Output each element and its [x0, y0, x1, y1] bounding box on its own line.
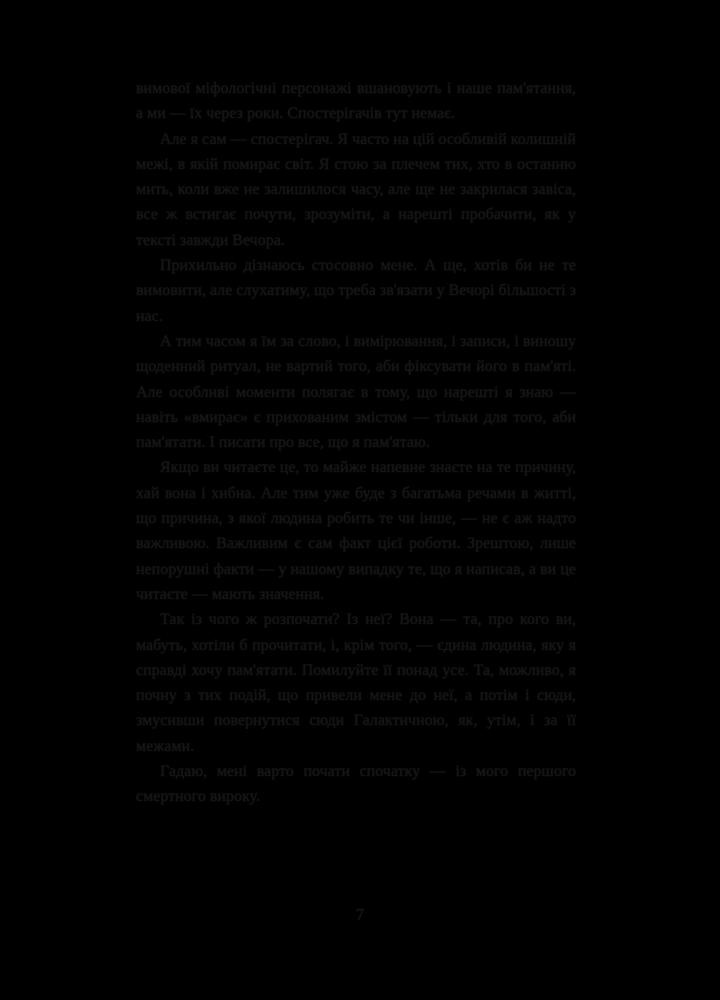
- paragraph: Але я сам — спостерігач. Я часто на цій особливій колишній межі, в якій помирає світ. Я стою за плечем тих, хто в останню мить, коли вже не залишилося часу, але ще не закрилася завіса, все ж встигає почути, зрозуміти, а нарешті пробачити, як у тексті завжди Вечора.: [136, 130, 576, 249]
- body-text: [136, 76, 576, 810]
- paragraph: Так із чого ж розпочати? Із неї? Вона — та, про кого ви, мабуть, хотіли б прочитати, і, крім того, — єдина людина, яку я справді хочу пам'ятати. Помилуйте її понад усе. Та, можливо, я почну з тих подій, що привели мене до неї, а потім і сюди, змусивши повернутися сюди Галактичною, як, утім, і за її межами.: [136, 611, 576, 755]
- page-number: 7: [355, 905, 365, 924]
- paragraph: Гадаю, мені варто почати спочатку — із мого першого смертного вироку.: [136, 763, 576, 806]
- paragraph-continuation: вимової міфологічні персонажі вшановують і наше пам'ятання, а ми — їх через роки. Спостерігачів тут немає.: [136, 80, 576, 123]
- paragraph: А тим часом я їм за слово, і вимірювання, і записи, і виношу щоденний ритуал, не вартий того, аби фіксувати його в пам'яті. Але особливі моменти полягає в тому, що нарешті я знаю — навіть «вмирає» є прихованим змістом — тільки для того, аби пам'ятати. І писати про все, що я пам'ятаю.: [136, 332, 576, 452]
- paragraph: Прихильно дізнаюсь стосовно мене. А ще, хотів би не те вимовити, але слухатиму, що треба зв'язати у Вечорі більшості з нас.: [136, 257, 576, 325]
- paragraph: Якщо ви читаєте це, то майже напевне знаєте на те причину, хай вона і хибна. Але тим уже буде з багатьма речами в житті, що причина, з якої людина робить те чи інше, — не є аж надто важливою. Важливим є сам факт цієї роботи. Зрештою, лише непорушні факти — у нашому випадку те, що я написав, а ви це читаєте — мають значення.: [136, 459, 576, 603]
